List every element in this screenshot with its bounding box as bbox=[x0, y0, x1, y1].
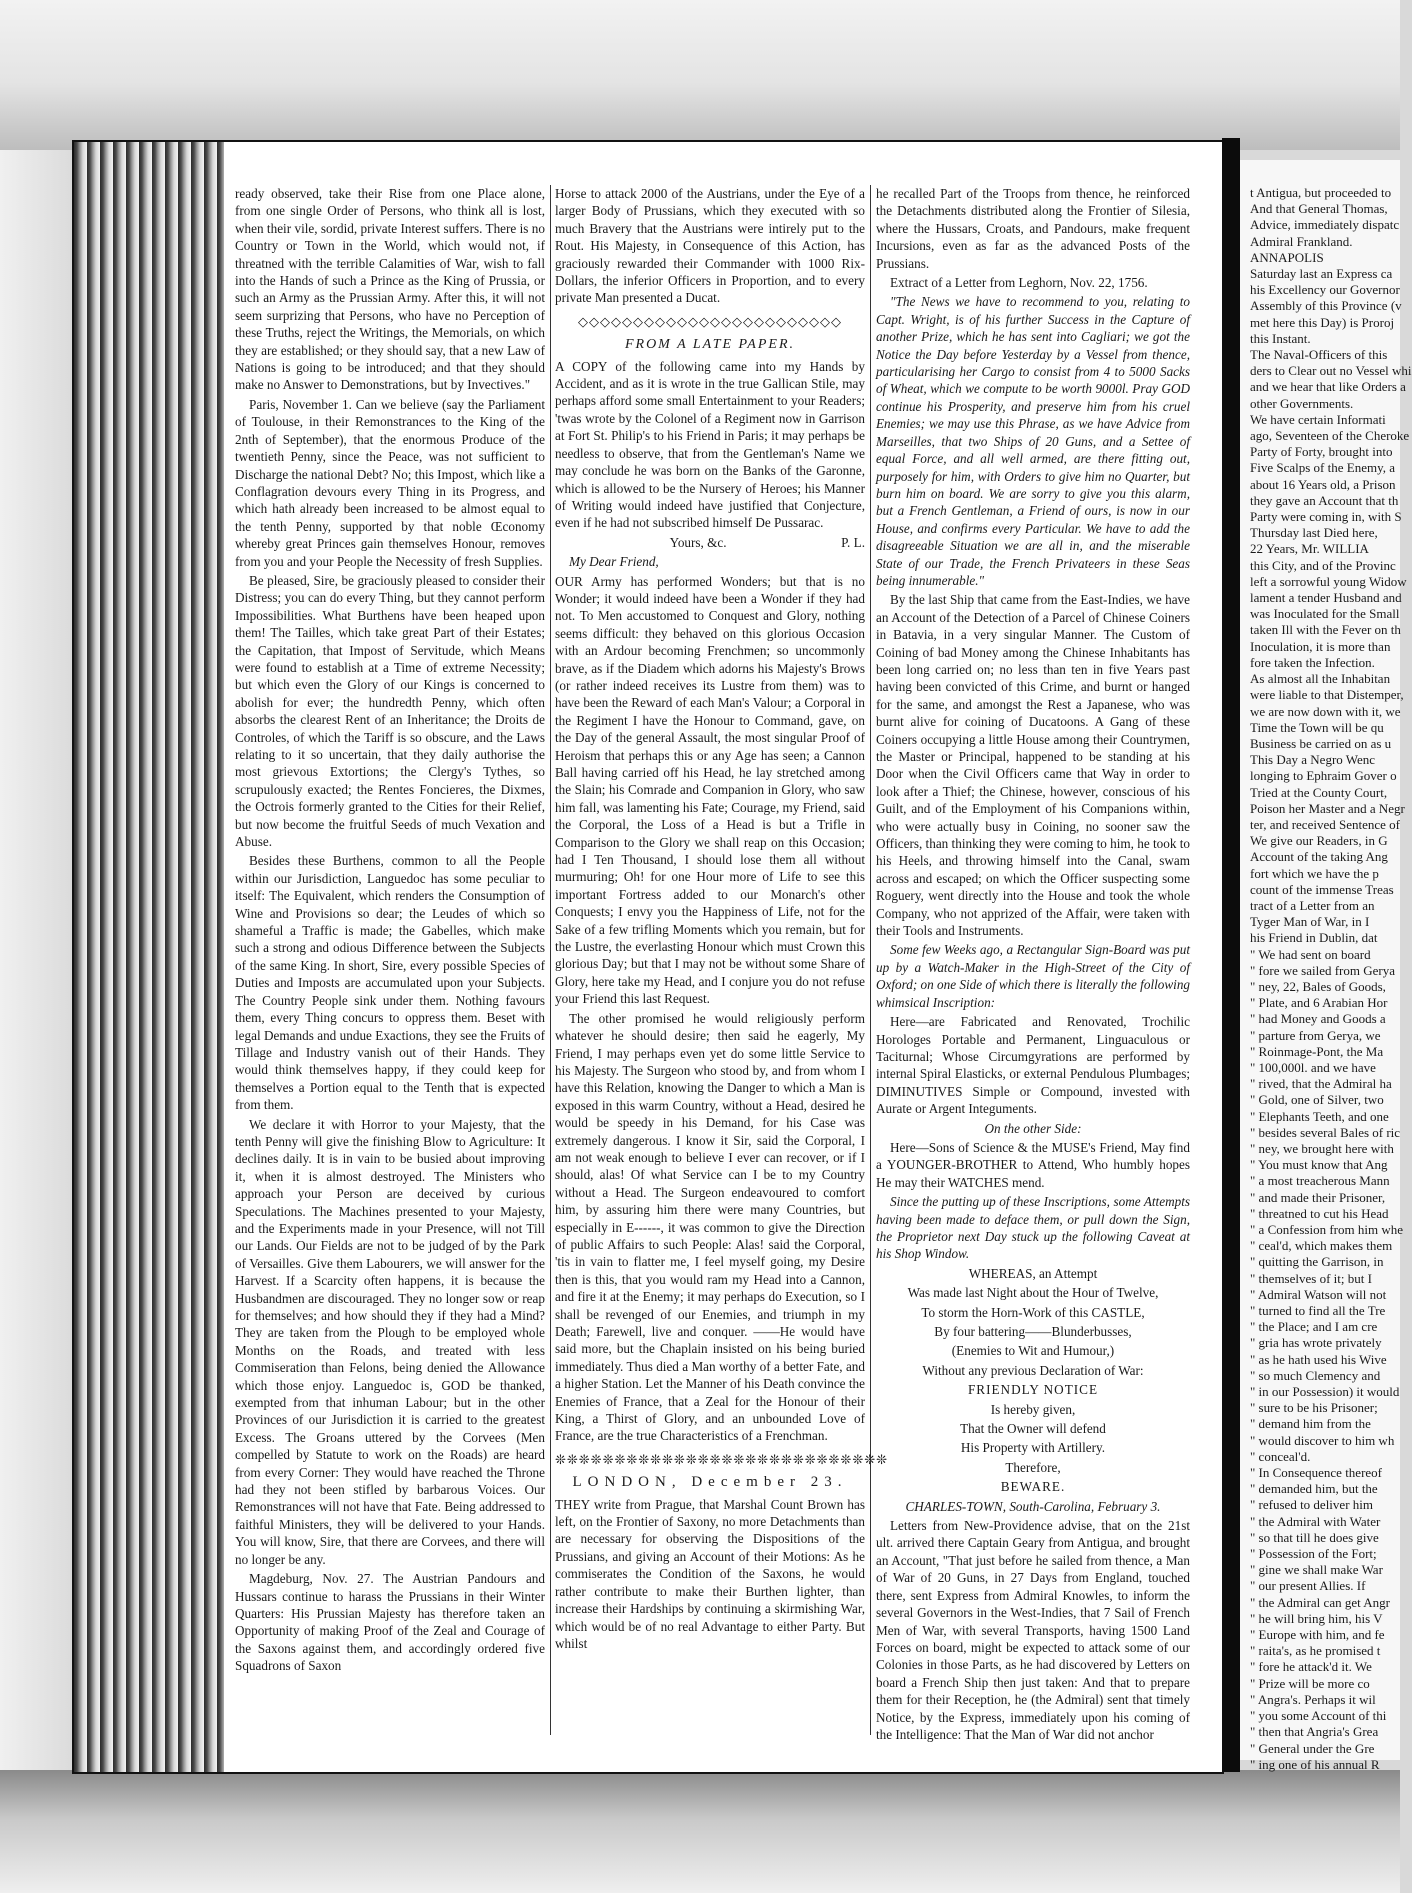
subheading: On the other Side: bbox=[984, 1120, 1082, 1136]
text-line: " General under the Gre bbox=[1250, 1740, 1375, 1756]
text-line: " our present Allies. If bbox=[1250, 1578, 1366, 1594]
text-line: Party were coming in, with S bbox=[1250, 509, 1402, 525]
text-line: Inoculation, it is more than bbox=[1250, 638, 1391, 654]
signature-line bbox=[555, 534, 865, 551]
page-gutter bbox=[1222, 138, 1240, 1772]
text-line: " You must know that Ang bbox=[1250, 1157, 1388, 1173]
paragraph: Some few Weeks ago, a Rectangular Sign-Board was put up by a Watch-Maker in the High-Street of the City of Oxford; on one Side of which there is literally the following whimsical Inscription: bbox=[876, 942, 1191, 1010]
text-line: Admiral Frankland. bbox=[1250, 233, 1353, 249]
column-3 bbox=[876, 185, 1190, 1750]
paragraph: he recalled Part of the Troops from thence, he reinforced the Detachments distributed along the Frontier of Silesia, where the Hussars, Croats, and Pandours, make frequent Incursions, even as far as the advanced Posts of the Prussians. bbox=[876, 186, 1190, 271]
text-line: " demanded him, but the bbox=[1250, 1481, 1378, 1497]
text-line: this City, and of the Provinc bbox=[1250, 557, 1396, 573]
text-line: " fore he attack'd it. We bbox=[1250, 1659, 1372, 1675]
text-line: Time the Town will be qu bbox=[1250, 719, 1384, 735]
text-line: " raita's, as he promised t bbox=[1250, 1643, 1381, 1659]
notice-line: FRIENDLY NOTICE bbox=[967, 1382, 1099, 1398]
paragraph: Here—Sons of Science & the MUSE's Friend, May find a YOUNGER-BROTHER to Attend, Who humbly hopes He may their WATCHES mend. bbox=[876, 1139, 1190, 1190]
column-1 bbox=[235, 185, 545, 1750]
text-line: " then that Angria's Grea bbox=[1250, 1724, 1379, 1740]
text-line: " 100,000l. and we have bbox=[1250, 1059, 1376, 1075]
text-line: " Europe with him, and fe bbox=[1250, 1627, 1385, 1643]
paragraph: "The News we have to recommend to you, relating to Capt. Wright, is of his further Success in the Capture of another Prize, which he has sent into Cagliari; we got the Notice the Day before Yesterday by a Vessel from thence, particularising her Cargo to consist from 4 to 5000 Sacks of Wheat, which we compute to be worth 9000l. Pray GOD continue his Prosperity, and preserve him from his cruel Enemies; we may use this Phrase, as we have Advice from Marseilles, that two Ships of 20 Guns, and a Settee of equal Force, and all well armed, are there fitting out, purposely for him, with Orders to give him no Quarter, but burn him on board. We are sorry to give you this alarm, but a French Gentleman, a Friend of ours, is now in our House, and confirms every Particular. We have to add the disagreeable Situation we are all in, and the miserable State of our Trade, the French Privateers in these Seas being innumerable." bbox=[876, 294, 1190, 588]
text-line: tract of a Letter from an bbox=[1250, 897, 1375, 913]
paragraph: A COPY of the following came into my Hands by Accident, and as it is wrote in the true Gallican Stile, may perhaps afford some small Entertainment to your Readers; 'twas wrote by the Colonel of a Regiment now in Garrison at Fort St. Philip's to his Friend in Paris; it may perhaps be needless to observe, that from the Gentleman's Name we may conclude he was born on the Banks of the Garonne, which is allowed to be the Nursery of Heroes; his Manner of Writing would indeed have justified that Conjecture, even if he had not subscribed himself De Pussarac. bbox=[555, 358, 865, 531]
paragraph: Besides these Burthens, common to all the People within our Jurisdiction, Languedoc has some peculiar to itself: The Equivalent, which renders the Consumption of Wine and Provisions so dear; the Leudes of which so shameful a Traffic is made; the Gabelles, which make such a strong and odious Difference between the Subjects of the same King. In short, Sire, every possible Species of Duties and Imposts are accumulated upon your Subjects. The Country People sink under them. Nothing favours them, every Thing concurs to oppress them. Beset with legal Demands and undue Exactions, they see the Fruits of Tillage and Industry vanish out of their Hands. They would think themselves happy, if they could keep for themselves a Portion equal to the Tenth that is expected from them. bbox=[235, 853, 545, 1113]
text-line: " a Confession from him whe bbox=[1250, 1222, 1403, 1237]
column-rule bbox=[550, 185, 551, 1735]
scan-bottom-margin bbox=[0, 1770, 1400, 1893]
text-line: " Roinmage-Pont, the Ma bbox=[1250, 1043, 1384, 1059]
text-line: " refused to deliver him bbox=[1250, 1497, 1373, 1513]
text-line: " Possession of the Fort; bbox=[1250, 1546, 1377, 1562]
text-line: fort which we have the p bbox=[1250, 865, 1379, 881]
text-line: " as he hath used his Wive bbox=[1250, 1351, 1387, 1367]
text-line: " sure to be his Prisoner; bbox=[1250, 1400, 1378, 1416]
text-line: count of the immense Treas bbox=[1250, 881, 1394, 897]
scan-top-margin bbox=[0, 0, 1400, 150]
notice-line: By four battering——Blunderbusses, bbox=[934, 1324, 1132, 1339]
text-line: we are now down with it, we bbox=[1250, 703, 1401, 719]
text-line: his Friend in Dublin, dat bbox=[1250, 930, 1378, 946]
signature-initials: P. L. bbox=[841, 534, 865, 550]
paragraph: By the last Ship that came from the East-Indies, we have an Account of the Detection of a Parcel of Chinese Coiners in Batavia, in a very singular Manner. The Custom of Coining of bad Money among the Chinese Inhabitants has been long carried on; no less than ten in five Years past having been convicted of this Crime, and burnt or hanged for the same, and amongst the Rest a Japanese, who was burnt alive for coining of Ducatoons. A Gang of these Coiners occupying a little House among their Countrymen, the Master or Principal, happened to be standing at his Door when the Civil Officers came that Way in order to look after a Thief; the Chinese, however, conscious of his Guilt, and of the Employment of his Companions within, who were actually busy in Coining, no sooner saw the Officers, than thinking they were coming to him, he took to his Heels, and throwing himself into the Canal, swam across and escaped; on which the Officer suspecting some Roguery, went directly into the House and took the whole Company, who not apprized of the Affair, were taken with their Tools and Instruments. bbox=[876, 592, 1190, 939]
section-heading: FROM A LATE PAPER. bbox=[624, 337, 796, 353]
text-line: " ney, 22, Bales of Goods, bbox=[1250, 978, 1386, 994]
notice-line: (Enemies to Wit and Humour,) bbox=[951, 1343, 1115, 1359]
paragraph: Horse to attack 2000 of the Austrians, under the Eye of a larger Body of Prussians, which they executed with so much Bravery that the Austrians were intirely put to the Rout. His Majesty, in Consequence of this Action, has graciously rewarded their Commander with 1000 Rix-Dollars, the inferior Officers in Proportion, and to every private Man presented a Ducat. bbox=[555, 186, 865, 306]
text-line: " ing one of his annual R bbox=[1250, 1756, 1380, 1772]
text-line: t Antigua, but proceeded to bbox=[1250, 185, 1392, 200]
text-line: " ceal'd, which makes them bbox=[1250, 1238, 1393, 1254]
text-line: " threatned to cut his Head bbox=[1250, 1205, 1389, 1221]
text-line: The Naval-Officers of this bbox=[1250, 347, 1388, 363]
paragraph: ready observed, take their Rise from one Place alone, from one single Order of Persons, who think all is lost, when their vile, sordid, private Interest suffers. There is no Country or Town in the World, which would not, if threatned with the terrible Calamities of War, wish to fall into the Hands of such a Prince as the King of Prussia, or such an Army as the Prussian Army. After this, it will not seem surprizing that Persons, who have no Perception of these Truths, reject the Writings, the Memorials, on which they are established; or they should say, that a new Law of Nations is going to be introduced; and that they should make no Answer to Demonstrations, but by Invectives." bbox=[235, 186, 545, 393]
text-line: " and made their Prisoner, bbox=[1250, 1189, 1386, 1205]
notice-line: His Property with Artillery. bbox=[960, 1440, 1106, 1456]
text-line: And that General Thomas, bbox=[1250, 201, 1388, 217]
text-line: " the Admiral with Water bbox=[1250, 1513, 1381, 1529]
dateline: LONDON, December 23. bbox=[572, 1474, 848, 1491]
paragraph: We declare it with Horror to your Majesty, that the tenth Penny will give the finishing Blow to Agriculture: It declines daily. It is in vain to be busied about improving it, when it is almost destroyed. The Ministers who approach your Person are deceived by curious Speculations. The Machines presented to your Majesty, and the Experiments made in your Presence, will not Till our Lands. Our Fields are not to be judged of by the Park of Versailles. Give them Labourers, we will answer for the Harvest. If a Scarcity often happens, it is because the Husbandmen are discouraged. They no longer sow or reap for themselves; and how should they if they had a Mind? They are taken from the Plough to be employed whole Months on the Roads, and treated with less Commiseration than Felons, being denied the Allowance which those enjoy. Languedoc is, GOD be thanked, exempted from that inhuman Labour; but in the other Provinces of our Jurisdiction it is carried to the greatest Excess. The Groans uttered by the Corvees (Men compelled by Statute to work on the Roads) are heard from every Corner: They would have reached the Throne had they not been stifled by barbarous Voices. Our Remonstrances will not have that Fate. Being addressed to faithful Ministers, they will be delivered to your Hands. You will know, Sire, that there are Corvees, and there will no longer be any. bbox=[235, 1116, 545, 1567]
text-line: taken Ill with the Fever on th bbox=[1250, 622, 1401, 638]
text-line: ago, Seventeen of the Cheroke bbox=[1250, 428, 1410, 444]
text-line: " demand him from the bbox=[1250, 1416, 1371, 1432]
text-line: Assembly of this Province (v bbox=[1250, 298, 1402, 314]
notice-line: Was made last Night about the Hour of Twelve, bbox=[907, 1285, 1159, 1301]
text-line: " he will bring him, his V bbox=[1250, 1610, 1383, 1626]
text-line: We have certain Informati bbox=[1250, 411, 1386, 427]
paragraph: Letters from New-Providence advise, that on the 21st ult. arrived there Captain Geary from Antigua, and brought an Account, "That just before he sailed from thence, a Man of War of 20 Guns, in 27 Days from England, touched there, sent Express from Admiral Knowles, to inform the several Governors in the West-Indies, that 7 Sail of French Men of War, with several Transports, having 1500 Land Forces on board, might be expected to attack some of our Colonies in those Parts, as he had discovered by Letters on board a French Ship then just taken: And that to prepare them for their Reception, he (the Admiral) sent that timely Notice, by the Express, immediately upon his coming of the Intelligence: That the Man of War did not anchor bbox=[876, 1518, 1190, 1742]
text-line: lament a tender Husband and bbox=[1250, 590, 1402, 606]
text-line: longing to Ephraim Gover o bbox=[1250, 768, 1397, 784]
notice-line: Therefore, bbox=[1005, 1459, 1061, 1475]
text-line: " besides several Bales of ric bbox=[1250, 1124, 1401, 1140]
text-line: Saturday last an Express ca bbox=[1250, 266, 1393, 282]
text-line: ter, and received Sentence of bbox=[1250, 816, 1400, 832]
paragraph: Magdeburg, Nov. 27. The Austrian Pandours and Hussars continue to harass the Prussians in their Winter Quarters: His Prussian Majesty has therefore taken an Opportunity of making Proof of the Zeal and Courage of the Saxons against them, and accordingly ordered five Squadrons of Saxon bbox=[235, 1571, 545, 1674]
text-line: Five Scalps of the Enemy, a bbox=[1250, 460, 1396, 476]
text-line: " turned to find all the Tre bbox=[1250, 1303, 1386, 1319]
text-line: " had Money and Goods a bbox=[1250, 1011, 1386, 1027]
paragraph: Be pleased, Sire, be graciously pleased to consider their Distress; you can do every Thing, but they cannot perform Impossibilities. What Burthens have been heaped upon them! The Tailles, which take great Part of their Estates; the Capitation, that Impost of Servitude, which Means were found to establish at a Time of extreme Necessity; but which even the Glory of our Kings is concerned to abolish for ever; the hundredth Penny, which often absorbs the clearest Rent of an Inheritance; the Droits de Controles, of which the Tariff is so obscure, and the Laws relating to it so uncertain, that they daily authorise the most grievous Extortions; the Clergy's Tythes, so scrupulously exacted; the Rentes Foncieres, the Dixmes, the Octrois formerly granted to the Cities for their Relief, but now become the fruitful Seeds of much Vexation and Abuse. bbox=[235, 572, 545, 850]
paragraph: Extract of a Letter from Leghorn, Nov. 22, 1756. bbox=[890, 275, 1148, 291]
text-line: " Plate, and 6 Arabian Hor bbox=[1250, 995, 1388, 1011]
text-line: " so that till he does give bbox=[1250, 1529, 1379, 1545]
text-line: " Elephants Teeth, and one bbox=[1250, 1108, 1389, 1124]
text-line: Tried at the County Court, bbox=[1250, 784, 1388, 800]
text-line: " Admiral Watson will not bbox=[1250, 1286, 1387, 1302]
text-line: " Prize will be more co bbox=[1250, 1675, 1370, 1691]
paragraph: Here—are Fabricated and Renovated, Trochilic Horologes Portable and Permanent, Linguaculous or Taciturnal; Whose Circumgyrations are performed by internal Spiral Elasticks, or external Pendulous Plumbages; DIMINUTIVES Simple or Compound, invested with Aurate or Argent Integuments. bbox=[876, 1014, 1190, 1117]
text-line: this Instant. bbox=[1250, 330, 1311, 346]
notice-line: BEWARE. bbox=[1000, 1479, 1066, 1495]
notice-line: That the Owner will defend bbox=[960, 1421, 1106, 1437]
text-line: " parture from Gerya, we bbox=[1250, 1027, 1381, 1043]
text-line: " gine we shall make War bbox=[1250, 1562, 1383, 1578]
text-line: " you some Account of thi bbox=[1250, 1708, 1387, 1724]
paragraph: The other promised he would religiously perform whatever he should desire; then said he eagerly, My Friend, I may perhaps even yet do some little Service to his Majesty. The Surgeon who stood by, and from whom I have this Relation, knowing the Danger to which a Man is exposed in this warm Country, without a Head, desired he would be speedy in his Demand, for his Case was extremely dangerous. I know it Sir, said the Corporal, I am not weak enough to believe I ever can recover, or if I should, alas! Of what Service can I be to my Country without a Head. The Surgeon endeavoured to comfort him, by assuring him there were many Countries, but especially in E------, it was common to give the Direction of public Affairs to such People: Alas! said the Corporal, 'tis in vain to flatter me, I feel myself going, my Desire then is this, that you would ram my Head into a Cannon, and fire it at the Enemy; it may perhaps do Execution, so I shall be revenged of our Enemies, and triumph in my Death; Farewell, live and conquer. ——He would have said more, but the Chaplain insisted on his being buried immediately. Thus died a Man worthy of a better Fate, and a higher Station. Let the Manner of his Death convince the Enemies of France, that a Zeal for the Honour of their King, a Thirst of Glory, and an unbounded Love of France, are the true Characteristics of a Frenchman. bbox=[555, 1010, 865, 1444]
text-line: " themselves of it; but I bbox=[1250, 1270, 1372, 1286]
text-line: Poison her Master and a Negr bbox=[1250, 800, 1405, 816]
text-line: " gria has wrote privately bbox=[1250, 1335, 1382, 1351]
text-line: Advice, immediately dispatc bbox=[1250, 217, 1400, 233]
text-line: ANNAPOLIS bbox=[1250, 249, 1324, 265]
text-line: We give our Readers, in G bbox=[1250, 833, 1388, 849]
text-line: " We had sent on board bbox=[1250, 946, 1371, 962]
text-line: his Excellency our Governor bbox=[1250, 282, 1400, 298]
column-2 bbox=[555, 185, 888, 1750]
text-line: " would discover to him wh bbox=[1250, 1432, 1395, 1448]
text-line: As almost all the Inhabitan bbox=[1250, 671, 1391, 687]
text-line: " in our Possession) it would bbox=[1250, 1384, 1400, 1400]
signature-closing: Yours, &c. bbox=[669, 534, 727, 550]
text-line: " a most treacherous Mann bbox=[1250, 1173, 1390, 1189]
text-line: " conceal'd. bbox=[1250, 1448, 1311, 1464]
text-line: Thursday last Died here, bbox=[1250, 525, 1378, 541]
notice-line: To storm the Horn-Work of this CASTLE, bbox=[921, 1304, 1145, 1320]
text-line: Tyger Man of War, in I bbox=[1250, 914, 1370, 930]
text-line: fore taken the Infection. bbox=[1250, 654, 1375, 670]
scan-left-margin bbox=[0, 150, 70, 1770]
text-line: " fore we sailed from Gerya bbox=[1250, 962, 1395, 978]
paragraph: Since the putting up of these Inscriptions, some Attempts having been made to deface them, or pull down the Sign, the Proprietor next Day stuck up the following Caveat at his Shop Window. bbox=[876, 1194, 1190, 1262]
dateline: CHARLES-TOWN, South-Carolina, February 3. bbox=[905, 1498, 1161, 1514]
text-line: " quitting the Garrison, in bbox=[1250, 1254, 1384, 1270]
text-line: " In Consequence thereof bbox=[1250, 1465, 1383, 1481]
paragraph: OUR Army has performed Wonders; but that is no Wonder; it would indeed have been a Wonder if they had not. To Men accustomed to Conquest and Glory, nothing seems difficult: they behaved on this glorious Occasion with an Ardour becoming Frenchmen; so uncommonly brave, as if the Diadem which adorns his Majesty's Brows (or rather indeed receives its Lustre from them) was to have been the Reward of each Man's Valour; a Corporal in the Regiment I have the Honour to Command, gave, on the Day of the general Assault, the most singular Proof of Heroism that perhaps this or any Age has seen; a Cannon Ball having carried off his Head, he lay stretched among the Slain; his Comrade and Companion in Glory, who saw him fall, was lamenting his Fate; Courage, my Friend, said the Corporal, the Loss of a Head is but a Trifle in Comparison to the Glory we shall reap on this Occasion; had I Ten Thousand, I should lose them all without murmuring; Oh! for one Hour more of Life to see this important Fortress added to our Monarch's other Conquests; I envy you the Happiness of Life, not for the Sake of a few trifling Moments which you remain, but for the Lustre, the everlasting Honour which must Crown this glorious Day; but that I may not be without some Share of Glory, here take my Head, and I conjure you do not refuse your Friend this last Request. bbox=[555, 573, 865, 1007]
text-line: Business be carried on as u bbox=[1250, 735, 1392, 751]
text-line: " so much Clemency and bbox=[1250, 1367, 1381, 1383]
text-line: " the Place; and I am cre bbox=[1250, 1319, 1378, 1335]
text-line: This Day a Negro Wenc bbox=[1250, 752, 1376, 768]
paragraph: Paris, November 1. Can we believe (say the Parliament of Toulouse, in their Remonstrances to the King of the 2nth of September), that the enormous Produce of the twentieth Penny, since the Peace, was not sufficient to Discharge the national Debt? No; this Impost, which like a Conflagration devours every Thing in its Progress, and which hath already been increased to be almost equal to the tenth Penny, supported by that noble Œconomy whereby great Princes gain themselves Honour, removes from you and your People the Necessity of fresh Supplies. bbox=[235, 396, 545, 569]
text-line: ders to Clear out no Vessel whi bbox=[1250, 363, 1412, 379]
text-line: left a sorrowful young Widow bbox=[1250, 573, 1407, 589]
ornament-divider: ❊❊❊❊❊❊❊❊❊❊❊❊❊❊❊❊❊❊❊❊❊❊❊❊❊❊❊❊ bbox=[555, 1451, 888, 1467]
text-line: " ney, we brought here with bbox=[1250, 1140, 1394, 1156]
notice-line: Without any previous Declaration of War: bbox=[922, 1362, 1144, 1378]
notice-line: Is hereby given, bbox=[990, 1401, 1076, 1417]
text-line: met here this Day) is Proroj bbox=[1250, 314, 1395, 330]
text-line: and we hear that like Orders a bbox=[1250, 379, 1406, 395]
text-line: about 16 Years old, a Prison bbox=[1250, 476, 1396, 492]
text-line: " the Admiral can get Angr bbox=[1250, 1594, 1390, 1610]
text-line: " Gold, one of Silver, two bbox=[1250, 1092, 1384, 1108]
text-line: they gave an Account that th bbox=[1250, 492, 1399, 508]
text-line: Account of the taking Ang bbox=[1250, 849, 1388, 865]
paragraph: THEY write from Prague, that Marshal Count Brown has left, on the Frontier of Saxony, no more Detachments than are necessary for observing the Dispositions of the Prussians, and giving an Account of their Motions: As he commiserates the Condition of the Saxons, he would rather contribute to make their Burthen lighter, than increase their Hardships by continuing a skirmishing War, which would be of no real Advantage to either Party. But whilst bbox=[555, 1496, 865, 1651]
book-spine bbox=[74, 142, 224, 1772]
salutation: My Dear Friend, bbox=[569, 554, 659, 570]
text-line: " rived, that the Admiral ha bbox=[1250, 1076, 1392, 1092]
text-line: 22 Years, Mr. WILLIA bbox=[1250, 541, 1369, 557]
text-line: other Governments. bbox=[1250, 395, 1354, 411]
column-rule bbox=[870, 185, 871, 1735]
text-line: was Inoculated for the Small bbox=[1250, 606, 1400, 622]
text-line: were liable to that Distemper, bbox=[1250, 687, 1404, 703]
column-4-facing-page bbox=[1250, 185, 1412, 1772]
text-line: Party of Forty, brought into bbox=[1250, 444, 1393, 460]
ornament-divider: ◇◇◇◇◇◇◇◇◇◇◇◇◇◇◇◇◇◇◇◇◇◇◇◇ bbox=[578, 313, 842, 329]
notice-line: WHEREAS, an Attempt bbox=[968, 1265, 1098, 1281]
text-line: " Angra's. Perhaps it wil bbox=[1250, 1691, 1376, 1707]
